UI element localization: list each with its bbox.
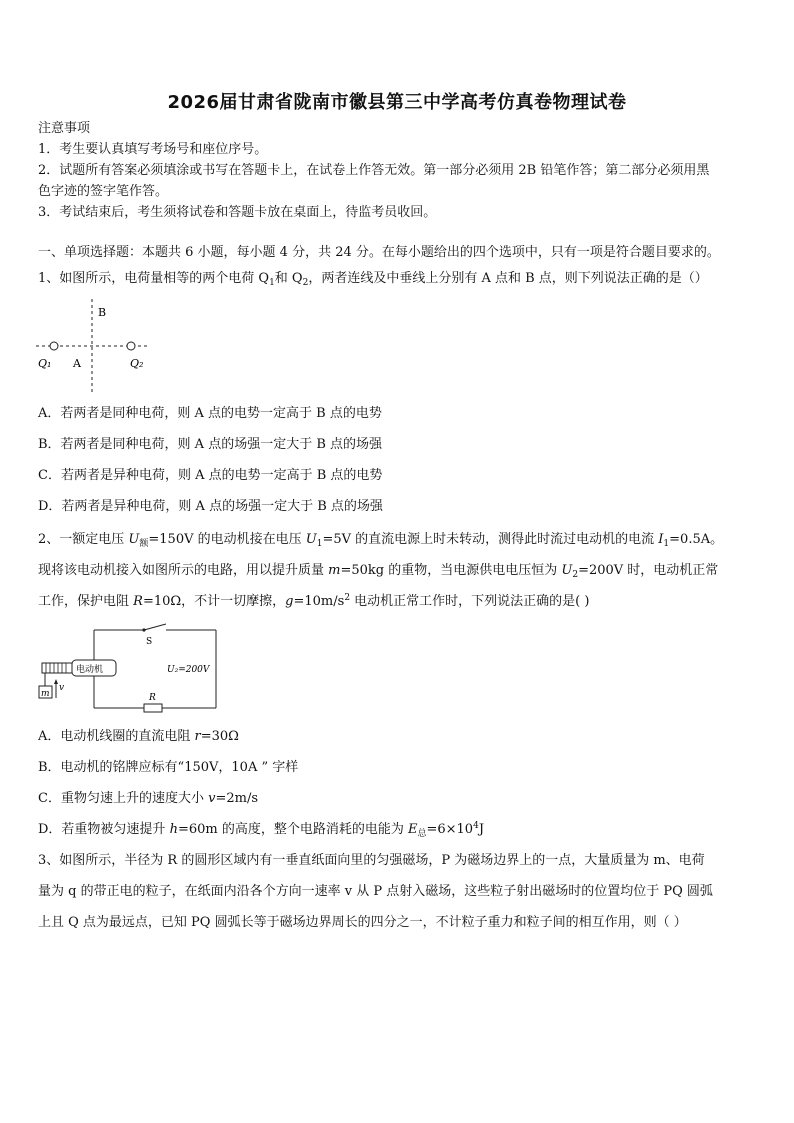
q2-stem-line1: 2、一额定电压 $U_额=150V$ 的电动机接在电压 $U_1=5V$ 的直流电源上时未转动，测得此时流过电动机的电流 $I_1=0.5A$。 [38, 532, 724, 549]
resistor-box [144, 704, 162, 712]
notice-item-2-cont: 色字迹的签字笔作答。 [38, 184, 169, 199]
q2-label: Q₂ [130, 357, 144, 370]
q1-option-b: B．若两者是同种电荷，则 A 点的场强一定大于 B 点的场强 [38, 437, 383, 452]
q1-option-a: A．若两者是同种电荷，则 A 点的电势一定高于 B 点的电势 [38, 406, 382, 421]
q2-option-a: A．电动机线圈的直流电阻 r=30Ω [38, 729, 239, 744]
point-b-label: B [98, 306, 107, 319]
notice-heading: 注意事项 [38, 121, 91, 136]
resistor-label: R [149, 693, 156, 703]
q1-option-c: C．若两者是异种电荷，则 A 点的电势一定高于 B 点的电势 [38, 468, 383, 483]
q1-charge-circle [50, 342, 58, 350]
q2-option-d: D．若重物被匀速提升 h=60m 的高度，整个电路消耗的电能为 $E_总=6\times 10^4J$ [38, 821, 485, 839]
q2-circuit-figure [36, 622, 226, 718]
q3-stem-line3: 上且 Q 点为最远点，已知 PQ 圆弧长等于磁场边界周长的四分之一，不计粒子重力和粒子间的相互作用，则（ ） [38, 915, 687, 930]
q2-charge-circle [127, 342, 135, 350]
motor-label: 电动机 [76, 665, 104, 675]
voltage-label: U₂=200V [167, 665, 210, 675]
mass-label: m [41, 689, 50, 699]
q1-option-d: D．若两者是异种电荷，则 A 点的场强一定大于 B 点的场强 [38, 499, 383, 514]
q3-stem-line2: 量为 q 的带正电的粒子，在纸面内沿各个方向一速率 v 从 P 点射入磁场，这些粒子射出磁场时的位置均位于 PQ 圆弧 [38, 884, 713, 899]
point-a-label: A [73, 357, 81, 370]
q2-option-c: C．重物匀速上升的速度大小 v=2m/s [38, 791, 258, 806]
q1-figure [30, 295, 160, 397]
q2-stem-line2: 现将该电动机接入如图所示的电路，用以提升质量 m=50kg 的重物，当电源供电电压恒为 $U_2=200V$ 时，电动机正常 [38, 563, 719, 580]
notice-item-1: 1．考生要认真填写考场号和座位序号。 [38, 142, 268, 157]
q1-stem: 1、如图所示，电荷量相等的两个电荷 $Q_1$和 $Q_2$，两者连线及中垂线上分别有 A 点和 B 点，则下列说法正确的是（） [38, 271, 708, 288]
switch-label: S [146, 637, 153, 647]
switch-blade [144, 624, 166, 630]
notice-item-3: 3．考试结束后，考生须将试卷和答题卡放在桌面上，待监考员收回。 [38, 205, 437, 220]
velocity-label: v [59, 683, 65, 693]
winch-drum [42, 663, 72, 673]
q3-stem-line1: 3、如图所示，半径为 R 的圆形区域内有一垂直纸面向里的匀强磁场，P 为磁场边界上的一点，大量质量为 m、电荷 [38, 853, 705, 868]
q2-option-b: B．电动机的铭牌应标有“150V，10A ” 字样 [38, 760, 299, 775]
q1-label: Q₁ [38, 357, 52, 370]
section-heading: 一、单项选择题：本题共 6 小题，每小题 4 分，共 24 分。在每小题给出的四个选项中，只有一项是符合题目要求的。 [38, 245, 720, 260]
page-title: 2026届甘肃省陇南市徽县第三中学高考仿真卷物理试卷 [167, 92, 627, 113]
notice-item-2: 2．试题所有答案必须填涂或书写在答题卡上，在试卷上作答无效。第一部分必须用 2B 铅笔作答；第二部分必须用黑 [38, 163, 710, 178]
q2-stem-line3: 工作，保护电阻 R=10Ω，不计一切摩擦，$g=10m/s^2$ 电动机正常工作时，下列说法正确的是( ) [38, 593, 590, 609]
